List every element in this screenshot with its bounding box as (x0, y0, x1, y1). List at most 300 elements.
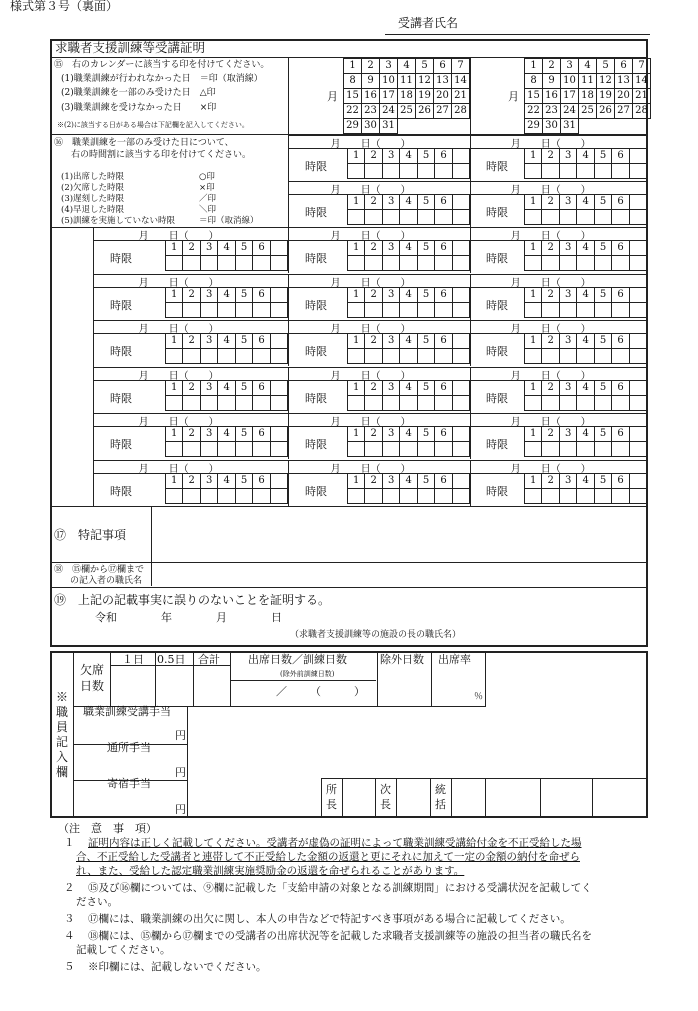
period-mark-cell[interactable] (417, 395, 434, 410)
calendar-2-day-cell[interactable]: 19 (597, 89, 615, 104)
period-number-cell: 3 (382, 380, 399, 395)
period-block-row (348, 149, 470, 164)
period-mark-cell[interactable] (452, 256, 469, 271)
calendar-1-day-cell (452, 119, 470, 134)
period-mark-cell[interactable] (594, 442, 611, 457)
period-block-date[interactable]: 月 日（ ） (330, 185, 411, 196)
calendar-1-day-cell[interactable]: 9 (362, 74, 380, 89)
period-mark-cell[interactable] (577, 349, 594, 364)
period-mark-cell[interactable] (183, 395, 200, 410)
period-mark-cell[interactable] (166, 395, 183, 410)
period-mark-cell[interactable] (253, 488, 270, 503)
calendar-2-day-cell[interactable]: 31 (561, 119, 579, 134)
period-mark-cell[interactable] (594, 488, 611, 503)
period-mark-cell[interactable] (200, 349, 217, 364)
period-mark-cell[interactable] (253, 349, 270, 364)
period-block-date[interactable]: 月 日（ ） (510, 277, 591, 289)
calendar-1-day-cell[interactable]: 20 (434, 89, 452, 104)
calendar-1-day-cell[interactable]: 26 (416, 104, 434, 119)
period-number-cell (270, 380, 287, 395)
period-mark-cell[interactable] (435, 395, 452, 410)
period-mark-cell[interactable] (200, 256, 217, 271)
period-block-date[interactable]: 月 日（ ） (138, 324, 219, 335)
period-block-right-line (647, 181, 648, 227)
calendar-1-day-cell[interactable]: 29 (344, 119, 362, 134)
calendar-2-day-cell[interactable]: 15 (525, 89, 543, 104)
period-mark-cell[interactable] (183, 302, 200, 317)
calendar-1-day-cell[interactable]: 27 (434, 104, 452, 119)
period-mark-cell[interactable] (559, 256, 576, 271)
calendar-2-day-cell[interactable]: 9 (543, 74, 561, 89)
period-mark-cell[interactable] (166, 349, 183, 364)
period-mark-cell[interactable] (253, 442, 270, 457)
staff-side-label-text: ※職員記入欄 (55, 690, 68, 779)
calendar-2-day-cell[interactable]: 18 (579, 89, 597, 104)
period-mark-cell[interactable] (400, 488, 417, 503)
period-number-cell: 5 (235, 380, 252, 395)
calendar-2-day-cell[interactable]: 2 (543, 59, 561, 74)
period-block-date[interactable]: 月 日（ ） (138, 370, 219, 382)
period-mark-cell[interactable] (612, 210, 629, 225)
half-day-divider (193, 652, 194, 706)
period-mark-cell[interactable] (417, 442, 434, 457)
special-notes-field[interactable] (152, 507, 646, 562)
period-mark-cell[interactable] (382, 349, 399, 364)
period-mark-cell[interactable] (525, 349, 542, 364)
period-mark-cell[interactable] (594, 302, 611, 317)
period-number-cell: 5 (594, 473, 611, 488)
period-mark-cell[interactable] (594, 210, 611, 225)
period-mark-cell[interactable] (183, 488, 200, 503)
period-mark-cell[interactable] (612, 488, 629, 503)
period-mark-cell[interactable] (559, 164, 576, 179)
period-mark-cell[interactable] (235, 349, 252, 364)
period-mark-cell[interactable] (542, 349, 559, 364)
period-mark-cell[interactable] (435, 256, 452, 271)
period-mark-cell[interactable] (400, 256, 417, 271)
period-mark-cell[interactable] (594, 349, 611, 364)
calendar-2-day-cell (633, 119, 651, 134)
calendar-2-day-cell[interactable]: 28 (633, 104, 651, 119)
period-block-date[interactable]: 月 日（ ） (138, 231, 219, 242)
period-mark-cell[interactable] (435, 302, 452, 317)
calendar-1-day-cell[interactable]: 5 (416, 59, 434, 74)
period-block-date[interactable]: 月 日（ ） (510, 139, 591, 150)
period-mark-cell[interactable] (629, 302, 646, 317)
period-number-cell: 6 (435, 380, 452, 395)
period-block (470, 320, 647, 366)
period-block-date[interactable]: 月 日（ ） (330, 277, 411, 289)
period-mark-cell[interactable] (270, 302, 287, 317)
period-mark-cell[interactable] (629, 210, 646, 225)
calendar-2-day-cell (597, 119, 615, 134)
period-number-cell: 1 (525, 473, 542, 488)
period-mark-cell[interactable] (452, 442, 469, 457)
period-mark-cell[interactable] (253, 395, 270, 410)
period-mark-cell[interactable] (200, 442, 217, 457)
period-mark-cell[interactable] (218, 349, 235, 364)
calendar-1-day-cell[interactable]: 28 (452, 104, 470, 119)
calendar-2-day-cell (579, 119, 597, 134)
period-mark-cell[interactable] (629, 164, 646, 179)
period-mark-cell[interactable] (577, 256, 594, 271)
period-mark-cell[interactable] (365, 256, 382, 271)
stamp-field[interactable] (397, 779, 429, 817)
calendar-1-day-cell[interactable]: 7 (452, 59, 470, 74)
period-block-date[interactable]: 月 日（ ） (510, 463, 591, 475)
period-block-date[interactable]: 月 日（ ） (138, 417, 219, 428)
period-block-row (525, 473, 647, 488)
period-block-row (348, 302, 470, 317)
calendar-2-day-cell[interactable]: 22 (525, 104, 543, 119)
section-15-item-1: (1)職業訓練が行われなかった日 ＝印（取消線） (61, 74, 263, 84)
period-mark-cell[interactable] (348, 395, 365, 410)
calendar-2-day-cell[interactable]: 13 (615, 74, 633, 89)
period-mark-cell[interactable] (365, 210, 382, 225)
calendar-2-day-cell[interactable]: 12 (597, 74, 615, 89)
calendar-2-day-cell[interactable]: 25 (579, 104, 597, 119)
period-mark-cell[interactable] (417, 302, 434, 317)
period-block-date[interactable]: 月 日（ ） (138, 463, 219, 475)
note-line: ⑮及び⑯欄については、⑨欄に記載した「支給申請の対象となる訓練期間」における受講状況を記載してく (88, 882, 592, 894)
period-block-date[interactable]: 月 日（ ） (330, 324, 411, 335)
period-mark-cell[interactable] (542, 256, 559, 271)
period-number-cell: 3 (382, 334, 399, 349)
period-mark-cell[interactable] (218, 395, 235, 410)
calendar-2-day-cell[interactable]: 26 (597, 104, 615, 119)
period-number-cell: 2 (365, 473, 382, 488)
calendar-2-day-cell[interactable]: 8 (525, 74, 543, 89)
period-mark-cell[interactable] (417, 256, 434, 271)
period-mark-cell[interactable] (452, 302, 469, 317)
note-line: ⑱欄には、⑮欄から⑰欄までの受講者の出席状況等を記載した求職者支援訓練等の施設の担当者の職氏名を (88, 930, 592, 942)
period-mark-cell[interactable] (612, 349, 629, 364)
period-mark-cell[interactable] (435, 210, 452, 225)
period-mark-cell[interactable] (629, 395, 646, 410)
period-block-label: 時限 (305, 160, 327, 173)
period-mark-cell[interactable] (200, 488, 217, 503)
period-block-date[interactable]: 月 日（ ） (330, 231, 411, 242)
period-mark-cell[interactable] (218, 256, 235, 271)
calendar-1-day-cell[interactable]: 22 (344, 104, 362, 119)
period-mark-cell[interactable] (348, 302, 365, 317)
calendar-1-day-cell[interactable]: 19 (416, 89, 434, 104)
period-mark-cell[interactable] (629, 442, 646, 457)
period-mark-cell[interactable] (365, 164, 382, 179)
period-block-date[interactable]: 月 日（ ） (510, 231, 591, 242)
period-number-cell: 6 (612, 473, 629, 488)
period-mark-cell[interactable] (577, 395, 594, 410)
period-block-label: 時限 (305, 206, 327, 219)
period-mark-cell[interactable] (559, 302, 576, 317)
period-mark-cell[interactable] (382, 442, 399, 457)
period-mark-cell[interactable] (594, 256, 611, 271)
period-mark-cell[interactable] (400, 395, 417, 410)
period-mark-cell[interactable] (382, 256, 399, 271)
period-mark-cell[interactable] (559, 395, 576, 410)
period-mark-cell[interactable] (382, 164, 399, 179)
calendar-1-day-cell[interactable]: 24 (380, 104, 398, 119)
period-block-row (348, 164, 470, 179)
period-mark-cell[interactable] (400, 164, 417, 179)
period-number-cell: 6 (435, 149, 452, 164)
calendar-1-day-cell[interactable]: 12 (416, 74, 434, 89)
period-block (470, 135, 647, 181)
period-mark-cell[interactable] (452, 210, 469, 225)
calendar-1-day-cell[interactable]: 21 (452, 89, 470, 104)
period-mark-cell[interactable] (382, 488, 399, 503)
calendar-1-day-cell[interactable]: 15 (344, 89, 362, 104)
note-line: 記載してください。 (76, 944, 171, 956)
calendar-1-day-cell[interactable]: 18 (398, 89, 416, 104)
period-mark-cell[interactable] (270, 256, 287, 271)
period-block-cells (524, 148, 647, 179)
period-block-top-line (94, 320, 288, 321)
period-mark-cell[interactable] (166, 302, 183, 317)
period-mark-cell[interactable] (417, 488, 434, 503)
period-mark-cell[interactable] (417, 210, 434, 225)
period-block-date[interactable]: 月 日（ ） (510, 417, 591, 428)
period-mark-cell[interactable] (542, 164, 559, 179)
period-block-cells (524, 426, 647, 457)
period-mark-cell[interactable] (417, 349, 434, 364)
calendar-2-day-cell[interactable]: 17 (561, 89, 579, 104)
period-mark-cell[interactable] (218, 488, 235, 503)
period-number-cell: 5 (417, 380, 434, 395)
calendar-2-day-cell[interactable]: 4 (579, 59, 597, 74)
calendar-2-day-cell[interactable]: 23 (543, 104, 561, 119)
period-mark-cell[interactable] (542, 210, 559, 225)
period-block-cells (347, 148, 470, 179)
calendar-2-day-cell[interactable]: 14 (633, 74, 651, 89)
period-mark-cell[interactable] (525, 442, 542, 457)
period-mark-cell[interactable] (542, 442, 559, 457)
period-number-cell (452, 380, 469, 395)
calendar-1-day-cell[interactable]: 16 (362, 89, 380, 104)
period-mark-cell[interactable] (577, 442, 594, 457)
calendar-2-day-cell[interactable]: 27 (615, 104, 633, 119)
period-mark-cell[interactable] (577, 210, 594, 225)
period-mark-cell[interactable] (365, 349, 382, 364)
period-mark-cell[interactable] (559, 488, 576, 503)
calendar-2-day-cell[interactable]: 16 (543, 89, 561, 104)
period-block-date[interactable]: 月 日（ ） (330, 463, 411, 475)
period-mark-cell[interactable] (559, 349, 576, 364)
period-mark-cell[interactable] (200, 302, 217, 317)
calendar-1-day-cell[interactable]: 4 (398, 59, 416, 74)
period-mark-cell[interactable] (612, 302, 629, 317)
stamp-extra-divider (592, 778, 593, 817)
period-mark-cell[interactable] (577, 302, 594, 317)
period-mark-cell[interactable] (365, 395, 382, 410)
period-mark-cell[interactable] (253, 302, 270, 317)
period-mark-cell[interactable] (400, 349, 417, 364)
calendar-2-day-cell[interactable]: 29 (525, 119, 543, 134)
period-mark-cell[interactable] (559, 210, 576, 225)
period-mark-cell[interactable] (235, 442, 252, 457)
period-mark-cell[interactable] (235, 302, 252, 317)
period-mark-cell[interactable] (365, 302, 382, 317)
period-mark-cell[interactable] (348, 164, 365, 179)
period-mark-cell[interactable] (200, 395, 217, 410)
period-block-date[interactable]: 月 日（ ） (330, 370, 411, 382)
period-block-date[interactable]: 月 日（ ） (510, 185, 591, 196)
period-mark-cell[interactable] (348, 210, 365, 225)
period-mark-cell[interactable] (235, 256, 252, 271)
calendar-1-day-cell[interactable]: 30 (362, 119, 380, 134)
calendar-1-day-cell[interactable]: 11 (398, 74, 416, 89)
period-mark-cell[interactable] (435, 488, 452, 503)
period-number-cell: 2 (542, 380, 559, 395)
calendar-2-day-cell[interactable]: 24 (561, 104, 579, 119)
period-mark-cell[interactable] (542, 488, 559, 503)
calendar-1-day-cell[interactable]: 23 (362, 104, 380, 119)
period-mark-cell[interactable] (235, 395, 252, 410)
period-mark-cell[interactable] (400, 442, 417, 457)
calendar-1-day-cell[interactable]: 1 (344, 59, 362, 74)
period-block-date[interactable]: 月 日（ ） (138, 277, 219, 289)
period-mark-cell[interactable] (452, 395, 469, 410)
period-mark-cell[interactable] (218, 442, 235, 457)
stamp-label: 統括 (435, 783, 446, 811)
period-mark-cell[interactable] (525, 164, 542, 179)
period-mark-cell[interactable] (452, 164, 469, 179)
period-block (470, 460, 647, 506)
period-mark-cell[interactable] (348, 256, 365, 271)
calendar-2-day-cell[interactable]: 30 (543, 119, 561, 134)
period-mark-cell[interactable] (400, 210, 417, 225)
period-block-date[interactable]: 月 日（ ） (330, 417, 411, 428)
stamp-field[interactable] (343, 779, 375, 817)
period-mark-cell[interactable] (435, 349, 452, 364)
period-mark-cell[interactable] (382, 210, 399, 225)
period-mark-cell[interactable] (559, 442, 576, 457)
calendar-1-day-cell[interactable]: 2 (362, 59, 380, 74)
calendar-1-day-cell[interactable]: 14 (452, 74, 470, 89)
calendar-1-day-cell[interactable]: 17 (380, 89, 398, 104)
period-block-cells (165, 333, 288, 364)
period-block-cells (347, 333, 470, 364)
period-mark-cell[interactable] (629, 349, 646, 364)
period-mark-cell[interactable] (417, 164, 434, 179)
section-19-date[interactable]: 令和 年 月 日 (95, 611, 282, 624)
calendar-2-day-cell[interactable]: 7 (633, 59, 651, 74)
period-mark-cell[interactable] (270, 442, 287, 457)
period-mark-cell[interactable] (365, 488, 382, 503)
period-mark-cell[interactable] (452, 488, 469, 503)
period-mark-cell[interactable] (594, 164, 611, 179)
period-mark-cell[interactable] (218, 302, 235, 317)
calendar-2-row (525, 74, 651, 89)
period-mark-cell[interactable] (577, 488, 594, 503)
period-mark-cell[interactable] (365, 442, 382, 457)
period-mark-cell[interactable] (270, 395, 287, 410)
period-number-cell: 4 (577, 287, 594, 302)
period-block-cells (165, 380, 288, 411)
period-mark-cell[interactable] (348, 442, 365, 457)
period-mark-cell[interactable] (629, 256, 646, 271)
period-mark-cell[interactable] (525, 488, 542, 503)
period-mark-cell[interactable] (542, 395, 559, 410)
period-block-date[interactable]: 月 日（ ） (510, 324, 591, 335)
period-mark-cell[interactable] (253, 256, 270, 271)
period-mark-cell[interactable] (525, 302, 542, 317)
period-mark-cell[interactable] (183, 349, 200, 364)
calendar-1-day-cell[interactable]: 13 (434, 74, 452, 89)
period-number-cell: 5 (235, 473, 252, 488)
period-mark-cell[interactable] (166, 442, 183, 457)
period-mark-cell[interactable] (577, 164, 594, 179)
period-mark-cell[interactable] (594, 395, 611, 410)
calendar-1-day-cell[interactable]: 31 (380, 119, 398, 134)
period-mark-cell[interactable] (270, 349, 287, 364)
period-mark-cell[interactable] (382, 395, 399, 410)
period-mark-cell[interactable] (525, 256, 542, 271)
calendar-2-day-cell[interactable]: 1 (525, 59, 543, 74)
period-mark-cell[interactable] (183, 256, 200, 271)
calendar-2-day-cell[interactable]: 11 (579, 74, 597, 89)
excluded-days-label: 除外日数 (380, 653, 424, 666)
calendar-2-day-cell[interactable]: 20 (615, 89, 633, 104)
period-number-cell: 4 (400, 427, 417, 442)
period-mark-cell[interactable] (183, 442, 200, 457)
period-mark-cell[interactable] (166, 256, 183, 271)
calendar-1-day-cell[interactable]: 10 (380, 74, 398, 89)
period-mark-cell[interactable] (235, 488, 252, 503)
period-number-cell: 1 (348, 287, 365, 302)
period-mark-cell[interactable] (400, 302, 417, 317)
period-number-cell: 3 (559, 241, 576, 256)
period-number-cell: 2 (365, 427, 382, 442)
period-mark-cell[interactable] (166, 488, 183, 503)
period-block-row (525, 380, 647, 395)
period-mark-cell[interactable] (525, 395, 542, 410)
calendar-2-day-cell[interactable]: 3 (561, 59, 579, 74)
period-mark-cell[interactable] (348, 349, 365, 364)
calendar-2-day-cell[interactable]: 21 (633, 89, 651, 104)
calendar-1-day-cell[interactable]: 25 (398, 104, 416, 119)
period-mark-cell[interactable] (612, 164, 629, 179)
recorder-name-field[interactable] (152, 563, 646, 586)
period-number-cell: 4 (577, 380, 594, 395)
period-block-cells (347, 473, 470, 504)
period-mark-cell[interactable] (382, 302, 399, 317)
period-mark-cell[interactable] (629, 488, 646, 503)
calendar-1-day-cell[interactable]: 3 (380, 59, 398, 74)
period-mark-cell[interactable] (612, 442, 629, 457)
period-mark-cell[interactable] (612, 256, 629, 271)
period-mark-cell[interactable] (542, 302, 559, 317)
attendance-subline (231, 680, 376, 681)
period-mark-cell[interactable] (525, 210, 542, 225)
calendar-1-day-cell[interactable]: 6 (434, 59, 452, 74)
period-mark-cell[interactable] (612, 395, 629, 410)
calendar-2-day-cell[interactable]: 6 (615, 59, 633, 74)
period-mark-cell[interactable] (435, 164, 452, 179)
period-block-date[interactable]: 月 日（ ） (510, 370, 591, 382)
period-mark-cell[interactable] (270, 488, 287, 503)
period-block-date[interactable]: 月 日（ ） (330, 139, 411, 150)
period-mark-cell[interactable] (435, 442, 452, 457)
calendar-2-day-cell[interactable]: 5 (597, 59, 615, 74)
calendar-divider (470, 57, 471, 134)
calendar-2-day-cell[interactable]: 10 (561, 74, 579, 89)
calendar-1-day-cell[interactable]: 8 (344, 74, 362, 89)
period-mark-cell[interactable] (348, 488, 365, 503)
period-number-cell: 4 (400, 287, 417, 302)
stamp-field[interactable] (452, 779, 484, 817)
period-mark-cell[interactable] (452, 349, 469, 364)
